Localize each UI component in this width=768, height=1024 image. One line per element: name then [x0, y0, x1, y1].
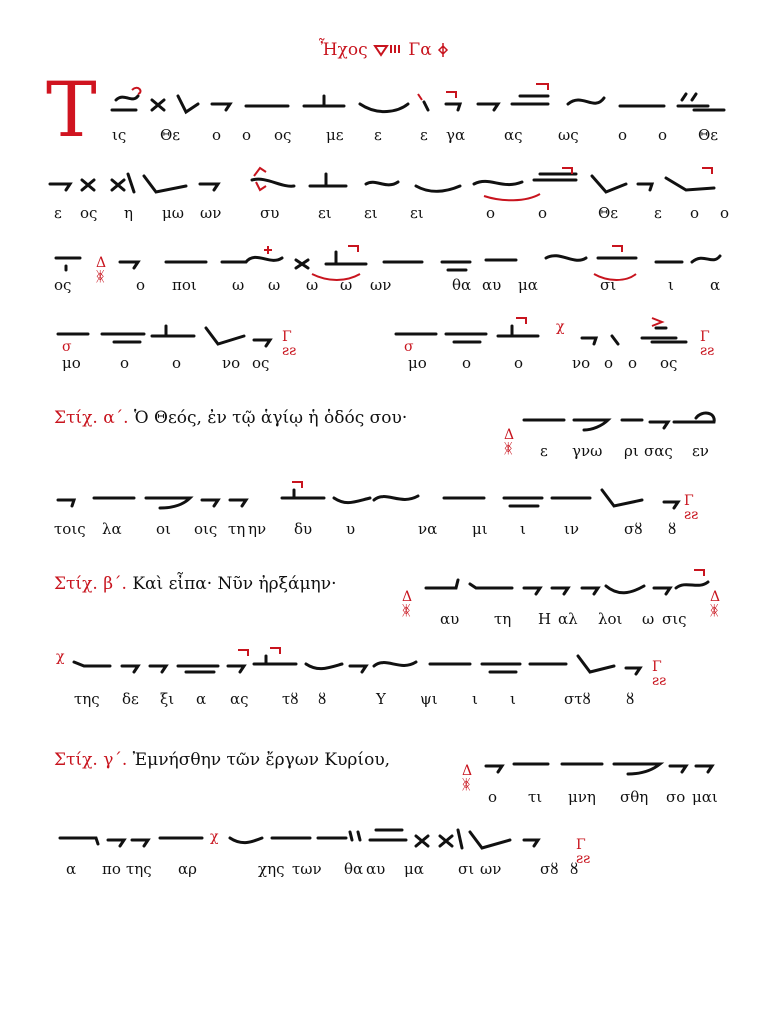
- syllable: Θε: [698, 126, 719, 144]
- syllable: ε: [54, 204, 62, 222]
- neume-staff-1: [108, 82, 728, 122]
- syllable: να: [418, 520, 438, 538]
- neume-staff-2: [46, 162, 726, 202]
- syllable: ε: [654, 204, 662, 222]
- ison-sign-line-9: Δ ᛤ: [462, 763, 473, 793]
- syllable: ω: [340, 276, 353, 294]
- syllable: ο: [136, 276, 146, 294]
- syllable: μαι: [692, 788, 718, 806]
- syllable: αλ: [558, 610, 578, 628]
- syllable: ι: [520, 520, 526, 538]
- neume-row-5: [518, 400, 718, 440]
- syllable: ων: [480, 860, 502, 878]
- syllable: στȣ: [564, 690, 591, 708]
- syllable: ι: [510, 690, 516, 708]
- syllable: δε: [122, 690, 139, 708]
- syllable: θα: [344, 860, 364, 878]
- neume-staff-10: [56, 818, 586, 858]
- syllable: μω: [162, 204, 184, 222]
- chi-sign-line-10: χ: [210, 829, 219, 845]
- fthora-line-4a: σ: [62, 339, 72, 355]
- syllable: ο: [720, 204, 730, 222]
- neume-row-4: [46, 316, 726, 359]
- syllable: μι: [472, 520, 488, 538]
- syllable: ει: [364, 204, 378, 222]
- syllable: ξι: [160, 690, 175, 708]
- syllable: ε: [540, 442, 548, 460]
- stichos-3-text: Ἐμνήσθην τῶν ἔργων Κυρίου,: [132, 750, 391, 770]
- syllable: λα: [102, 520, 122, 538]
- syllable: ε: [420, 126, 428, 144]
- syllable: σις: [662, 610, 687, 628]
- syllable: αυ: [366, 860, 386, 878]
- syllable: σι: [458, 860, 475, 878]
- syllable: με: [326, 126, 344, 144]
- syllable: ει: [318, 204, 332, 222]
- syllable: ι: [472, 690, 478, 708]
- syllable: ος: [54, 276, 72, 294]
- syllable: ε: [374, 126, 382, 144]
- klasma-line-10: Γ ƨƨ: [576, 837, 591, 867]
- klasma-line-8: Γ ƨƨ: [652, 659, 667, 689]
- syllable: θα: [452, 276, 472, 294]
- syllable: ος: [80, 204, 98, 222]
- syllable: τι: [528, 788, 543, 806]
- syllable: ο: [628, 354, 638, 372]
- syllable: ο: [690, 204, 700, 222]
- syllable: ποι: [172, 276, 197, 294]
- syllable: ας: [504, 126, 523, 144]
- syllable: αυ: [482, 276, 502, 294]
- syllable: Θε: [160, 126, 181, 144]
- stichos-3-label: Στίχ. γ΄.: [54, 750, 128, 770]
- syllable: ων: [200, 204, 222, 222]
- syllable: χης: [258, 860, 285, 878]
- syllable: ω: [268, 276, 281, 294]
- syllable: ο: [120, 354, 130, 372]
- syllable: τη: [494, 610, 512, 628]
- neume-row-7: [422, 566, 712, 606]
- syllable: τȣ: [282, 690, 299, 708]
- syllable: της: [74, 690, 100, 708]
- syllable: ος: [660, 354, 678, 372]
- syllable: ο: [242, 126, 252, 144]
- syllable: ȣ: [570, 860, 579, 878]
- syllable: οι: [156, 520, 171, 538]
- syllable: ο: [462, 354, 472, 372]
- neume-row-9: [482, 744, 722, 784]
- syllable: α: [66, 860, 77, 878]
- neume-row-10: [56, 818, 586, 858]
- syllable: σας: [644, 442, 673, 460]
- chi-sign-line-4: χ: [556, 319, 565, 335]
- syllable: οις: [194, 520, 218, 538]
- syllable: ος: [252, 354, 270, 372]
- syllable: ο: [604, 354, 614, 372]
- syllable: ις: [112, 126, 127, 144]
- syllable: σι: [600, 276, 617, 294]
- chi-sign-line-8: χ: [56, 649, 65, 665]
- syllable: δυ: [294, 520, 313, 538]
- syllable: αυ: [440, 610, 460, 628]
- syllable: ȣ: [626, 690, 635, 708]
- stichos-1-label: Στίχ. α΄.: [54, 408, 129, 428]
- syllable: ο: [172, 354, 182, 372]
- syllable: ην: [248, 520, 267, 538]
- syllable: ω: [232, 276, 245, 294]
- klasma-line-4a: Γ ƨƨ: [282, 329, 297, 359]
- syllable: ι: [668, 276, 674, 294]
- neume-row-3: [46, 240, 726, 280]
- syllable: τοις: [54, 520, 86, 538]
- neume-row-8: [70, 644, 650, 684]
- ison-sign-line-5: Δ ᛤ: [504, 427, 515, 457]
- ison-sign-line-7: Δ ᛤ: [402, 589, 413, 619]
- neume-staff-4: [46, 316, 726, 359]
- mode-signature: Γα: [408, 40, 432, 60]
- syllable: μα: [404, 860, 424, 878]
- syllable: σȣ: [624, 520, 643, 538]
- stichos-2-text: Καὶ εἶπα· Νῦν ἠρξάμην·: [132, 574, 337, 594]
- neume-staff-7: [422, 566, 712, 606]
- syllable: ψι: [420, 690, 438, 708]
- syllable: εν: [692, 442, 709, 460]
- syllable: Υ: [376, 690, 386, 708]
- mode-signature-icon: [373, 43, 403, 57]
- syllable: ω: [306, 276, 319, 294]
- syllable: γνω: [572, 442, 603, 460]
- syllable: σθη: [620, 788, 649, 806]
- syllable: ο: [486, 204, 496, 222]
- syllable: σȣ: [540, 860, 559, 878]
- syllable: ρι: [624, 442, 639, 460]
- syllable: μνη: [568, 788, 596, 806]
- syllable: γα: [446, 126, 466, 144]
- syllable: μο: [408, 354, 427, 372]
- syllable: ως: [558, 126, 579, 144]
- syllable: ιν: [564, 520, 579, 538]
- neume-staff-9: [482, 744, 722, 784]
- ison-sign-line-3: Δ ᛤ: [96, 255, 107, 285]
- syllable: μα: [518, 276, 538, 294]
- syllable: ω: [642, 610, 655, 628]
- syllable: σο: [666, 788, 686, 806]
- syllable: ο: [658, 126, 668, 144]
- syllable: τη: [228, 520, 246, 538]
- stichos-3: [54, 750, 390, 770]
- neume-row-1: [108, 82, 728, 122]
- syllable: νο: [572, 354, 591, 372]
- stichos-2-label: Στίχ. β΄.: [54, 574, 127, 594]
- ison-sign-line-7b: Δ ᛤ: [710, 589, 721, 619]
- neume-row-2: [46, 162, 726, 202]
- mode-label: Ἦχος: [318, 40, 368, 60]
- syllable: Θε: [598, 204, 619, 222]
- neume-staff-6: [54, 478, 694, 518]
- syllable: υ: [346, 520, 356, 538]
- syllable: ȣ: [318, 690, 327, 708]
- stichos-2: [54, 574, 336, 594]
- drop-capital: Τ: [46, 65, 97, 154]
- syllable: Η: [538, 610, 552, 628]
- syllable: ο: [212, 126, 222, 144]
- syllable: ων: [370, 276, 392, 294]
- syllable: ȣ: [668, 520, 677, 538]
- neume-staff-5: [518, 400, 718, 440]
- syllable: ο: [538, 204, 548, 222]
- syllable: αρ: [178, 860, 197, 878]
- syllable: νο: [222, 354, 241, 372]
- neume-staff-8: [70, 644, 650, 684]
- klasma-line-6: Γ ƨƨ: [684, 493, 699, 523]
- syllable: ο: [618, 126, 628, 144]
- syllable: της: [126, 860, 152, 878]
- syllable: των: [292, 860, 322, 878]
- stichos-1-text: Ὁ Θεός, ἐν τῷ ἁγίῳ ἡ ὁδός σου·: [134, 408, 408, 428]
- syllable: λοι: [598, 610, 623, 628]
- syllable: ος: [274, 126, 292, 144]
- fthora-line-4b: σ: [404, 339, 414, 355]
- mode-header: [0, 40, 768, 60]
- syllable: ει: [410, 204, 424, 222]
- stichos-1: [54, 408, 407, 428]
- neume-row-6: [54, 478, 694, 518]
- syllable: η: [124, 204, 133, 222]
- fthora-icon: [437, 42, 449, 58]
- syllable: ας: [230, 690, 249, 708]
- syllable: συ: [260, 204, 280, 222]
- syllable: α: [710, 276, 721, 294]
- syllable: α: [196, 690, 207, 708]
- syllable: ο: [514, 354, 524, 372]
- syllable: πο: [102, 860, 121, 878]
- syllable: μο: [62, 354, 81, 372]
- syllable: ο: [488, 788, 498, 806]
- klasma-line-4b: Γ ƨƨ: [700, 329, 715, 359]
